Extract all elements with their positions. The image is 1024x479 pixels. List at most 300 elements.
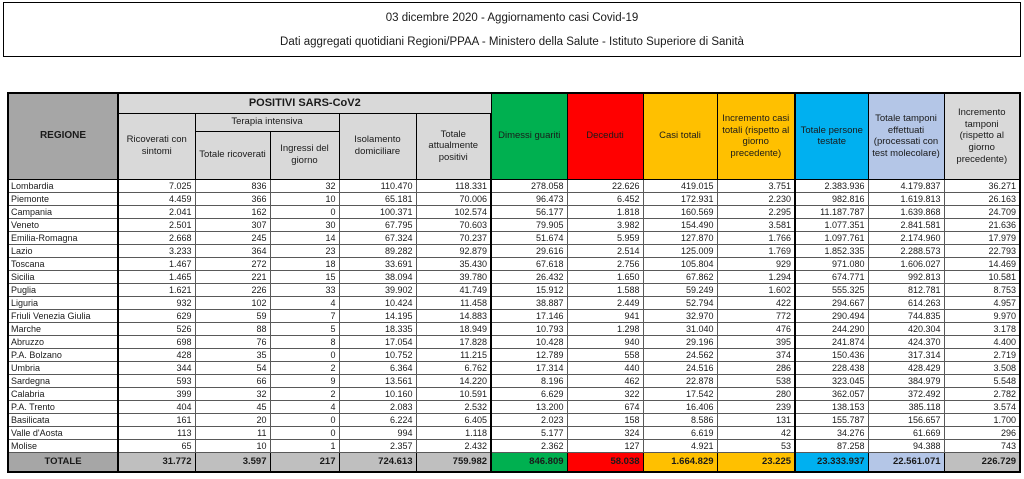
value-cell: 366: [195, 192, 270, 205]
value-cell: 29.616: [491, 244, 567, 257]
table-row: [8, 244, 1020, 257]
value-cell: 67.795: [339, 218, 416, 231]
value-cell: 674.771: [795, 270, 868, 283]
value-cell: 13.200: [491, 400, 567, 413]
value-cell: 1.621: [118, 283, 195, 296]
value-cell: 89.282: [339, 244, 416, 257]
value-cell: 364: [195, 244, 270, 257]
value-cell: 2.756: [567, 257, 643, 270]
report-title-line-1: 03 dicembre 2020 - Aggiornamento casi Covid-19: [385, 11, 639, 24]
value-cell: 2.501: [118, 218, 195, 231]
value-cell: 125.009: [643, 244, 717, 257]
table-row: [8, 322, 1020, 335]
total-ricoverati: 31.772: [118, 452, 195, 472]
value-cell: 30: [270, 218, 339, 231]
value-cell: 1.588: [567, 283, 643, 296]
value-cell: 102: [195, 296, 270, 309]
value-cell: 538: [717, 374, 795, 387]
value-cell: 150.436: [795, 348, 868, 361]
value-cell: 26.163: [944, 192, 1020, 205]
value-cell: 131: [717, 413, 795, 426]
report-title-line-2: Dati aggregati quotidiani Regioni/PPAA - Ministero della Salute - Istituto Superiore di Sanità: [280, 35, 744, 48]
column-header-tamponi-effettuati: Totale tamponi effettuati (processati con test molecolare): [868, 93, 944, 179]
value-cell: 59.249: [643, 283, 717, 296]
value-cell: 110.470: [339, 179, 416, 192]
value-cell: 22.878: [643, 374, 717, 387]
table-row: [8, 192, 1020, 205]
value-cell: 70.006: [416, 192, 491, 205]
value-cell: 14.469: [944, 257, 1020, 270]
value-cell: 9: [270, 374, 339, 387]
value-cell: 384.979: [868, 374, 944, 387]
region-name: Puglia: [8, 283, 118, 296]
region-name: Valle d'Aosta: [8, 426, 118, 439]
value-cell: 344: [118, 361, 195, 374]
value-cell: 1.602: [717, 283, 795, 296]
value-cell: 26.432: [491, 270, 567, 283]
value-cell: 154.490: [643, 218, 717, 231]
value-cell: 100.371: [339, 205, 416, 218]
column-group-positivi-sars-cov2: POSITIVI SARS-CoV2: [118, 93, 491, 113]
value-cell: 9.970: [944, 309, 1020, 322]
value-cell: 2.083: [339, 400, 416, 413]
value-cell: 0: [270, 426, 339, 439]
total-label: TOTALE: [8, 452, 118, 472]
value-cell: 155.787: [795, 413, 868, 426]
table-row: [8, 426, 1020, 439]
value-cell: 11.458: [416, 296, 491, 309]
value-cell: 17.054: [339, 335, 416, 348]
value-cell: 10.424: [339, 296, 416, 309]
value-cell: 374: [717, 348, 795, 361]
value-cell: 1.298: [567, 322, 643, 335]
region-name: Liguria: [8, 296, 118, 309]
value-cell: 2.023: [491, 413, 567, 426]
region-name: Sicilia: [8, 270, 118, 283]
value-cell: 6.224: [339, 413, 416, 426]
table-row: [8, 400, 1020, 413]
value-cell: 629: [118, 309, 195, 322]
value-cell: 53: [717, 439, 795, 452]
column-header-totale-attualmente-positivi: Totale attualmente positivi: [416, 113, 491, 179]
total-isolamento: 724.613: [339, 452, 416, 472]
value-cell: 32: [195, 387, 270, 400]
value-cell: 2.357: [339, 439, 416, 452]
value-cell: 22.626: [567, 179, 643, 192]
value-cell: 4.921: [643, 439, 717, 452]
value-cell: 476: [717, 322, 795, 335]
value-cell: 1.852.335: [795, 244, 868, 257]
value-cell: 322: [567, 387, 643, 400]
value-cell: 10.793: [491, 322, 567, 335]
value-cell: 0: [270, 205, 339, 218]
value-cell: 4: [270, 400, 339, 413]
value-cell: 54: [195, 361, 270, 374]
value-cell: 92.879: [416, 244, 491, 257]
value-cell: 2.532: [416, 400, 491, 413]
value-cell: 362.057: [795, 387, 868, 400]
value-cell: 290.494: [795, 309, 868, 322]
value-cell: 372.492: [868, 387, 944, 400]
value-cell: 162: [195, 205, 270, 218]
value-cell: 70.603: [416, 218, 491, 231]
value-cell: 172.931: [643, 192, 717, 205]
value-cell: 7: [270, 309, 339, 322]
value-cell: 29.196: [643, 335, 717, 348]
value-cell: 8.196: [491, 374, 567, 387]
total-dimessi-guariti: 846.809: [491, 452, 567, 472]
value-cell: 241.874: [795, 335, 868, 348]
value-cell: 10: [270, 192, 339, 205]
covid-data-table: [7, 92, 1021, 473]
value-cell: 14.195: [339, 309, 416, 322]
table-row: [8, 283, 1020, 296]
value-cell: 15: [270, 270, 339, 283]
column-header-totale-ricoverati: Totale ricoverati: [195, 131, 270, 179]
value-cell: 158: [567, 413, 643, 426]
value-cell: 23: [270, 244, 339, 257]
column-header-ricoverati-con-sintomi: Ricoverati con sintomi: [118, 113, 195, 179]
value-cell: 12.789: [491, 348, 567, 361]
value-cell: 33: [270, 283, 339, 296]
value-cell: 39.902: [339, 283, 416, 296]
value-cell: 18: [270, 257, 339, 270]
region-name: Sardegna: [8, 374, 118, 387]
value-cell: 836: [195, 179, 270, 192]
column-header-persone-testate: Totale persone testate: [795, 93, 868, 179]
value-cell: 20: [195, 413, 270, 426]
value-cell: 4.459: [118, 192, 195, 205]
value-cell: 1.077.351: [795, 218, 868, 231]
value-cell: 440: [567, 361, 643, 374]
value-cell: 10.581: [944, 270, 1020, 283]
value-cell: 395: [717, 335, 795, 348]
value-cell: 17.828: [416, 335, 491, 348]
value-cell: 428.429: [868, 361, 944, 374]
value-cell: 6.619: [643, 426, 717, 439]
value-cell: 59: [195, 309, 270, 322]
value-cell: 118.331: [416, 179, 491, 192]
value-cell: 8: [270, 335, 339, 348]
value-cell: 245: [195, 231, 270, 244]
total-tamponi-effettuati: 22.561.071: [868, 452, 944, 472]
table-row: [8, 413, 1020, 426]
value-cell: 428: [118, 348, 195, 361]
value-cell: 8.753: [944, 283, 1020, 296]
value-cell: 239: [717, 400, 795, 413]
total-attualmente-positivi: 759.982: [416, 452, 491, 472]
column-header-deceduti: Deceduti: [567, 93, 643, 179]
value-cell: 32: [270, 179, 339, 192]
value-cell: 21.636: [944, 218, 1020, 231]
value-cell: 105.804: [643, 257, 717, 270]
column-header-incremento-tamponi: Incremento tamponi (rispetto al giorno precedente): [944, 93, 1020, 179]
value-cell: 113: [118, 426, 195, 439]
table-row: [8, 309, 1020, 322]
region-name: P.A. Trento: [8, 400, 118, 413]
value-cell: 10.160: [339, 387, 416, 400]
value-cell: 2.230: [717, 192, 795, 205]
column-header-ingressi-del-giorno: Ingressi del giorno: [270, 131, 339, 179]
value-cell: 324: [567, 426, 643, 439]
value-cell: 2.449: [567, 296, 643, 309]
region-name: Piemonte: [8, 192, 118, 205]
value-cell: 11.187.787: [795, 205, 868, 218]
value-cell: 1.465: [118, 270, 195, 283]
value-cell: 45: [195, 400, 270, 413]
value-cell: 1.294: [717, 270, 795, 283]
value-cell: 1.769: [717, 244, 795, 257]
value-cell: 2.295: [717, 205, 795, 218]
value-cell: 2.668: [118, 231, 195, 244]
table-row: [8, 335, 1020, 348]
value-cell: 4.400: [944, 335, 1020, 348]
value-cell: 67.862: [643, 270, 717, 283]
value-cell: 17.979: [944, 231, 1020, 244]
table-row: [8, 296, 1020, 309]
value-cell: 286: [717, 361, 795, 374]
value-cell: 14.883: [416, 309, 491, 322]
value-cell: 1: [270, 439, 339, 452]
value-cell: 5.959: [567, 231, 643, 244]
value-cell: 102.574: [416, 205, 491, 218]
value-cell: 36.271: [944, 179, 1020, 192]
value-cell: 88: [195, 322, 270, 335]
value-cell: 5.548: [944, 374, 1020, 387]
value-cell: 674: [567, 400, 643, 413]
value-cell: 280: [717, 387, 795, 400]
value-cell: 3.178: [944, 322, 1020, 335]
value-cell: 70.237: [416, 231, 491, 244]
region-name: Basilicata: [8, 413, 118, 426]
table-row: [8, 179, 1020, 192]
value-cell: 1.619.813: [868, 192, 944, 205]
value-cell: 65: [118, 439, 195, 452]
report-title: [3, 2, 1021, 57]
value-cell: 11.215: [416, 348, 491, 361]
region-name: Campania: [8, 205, 118, 218]
value-cell: 555.325: [795, 283, 868, 296]
value-cell: 982.816: [795, 192, 868, 205]
value-cell: 96.473: [491, 192, 567, 205]
value-cell: 1.650: [567, 270, 643, 283]
table-row: [8, 231, 1020, 244]
value-cell: 35.430: [416, 257, 491, 270]
table-row: [8, 387, 1020, 400]
value-cell: 3.982: [567, 218, 643, 231]
value-cell: 593: [118, 374, 195, 387]
value-cell: 1.700: [944, 413, 1020, 426]
value-cell: 38.887: [491, 296, 567, 309]
value-cell: 0: [270, 348, 339, 361]
value-cell: 2.174.960: [868, 231, 944, 244]
value-cell: 2: [270, 387, 339, 400]
value-cell: 61.669: [868, 426, 944, 439]
total-deceduti: 58.038: [567, 452, 643, 472]
table-row: [8, 270, 1020, 283]
value-cell: 2.782: [944, 387, 1020, 400]
column-header-regione: REGIONE: [8, 93, 118, 179]
value-cell: 14.220: [416, 374, 491, 387]
value-cell: 10.428: [491, 335, 567, 348]
region-name: Emilia-Romagna: [8, 231, 118, 244]
value-cell: 278.058: [491, 179, 567, 192]
value-cell: 6.629: [491, 387, 567, 400]
value-cell: 1.118: [416, 426, 491, 439]
value-cell: 10.752: [339, 348, 416, 361]
value-cell: 160.569: [643, 205, 717, 218]
value-cell: 33.691: [339, 257, 416, 270]
value-cell: 3.233: [118, 244, 195, 257]
region-name: Friuli Venezia Giulia: [8, 309, 118, 322]
value-cell: 317.314: [868, 348, 944, 361]
value-cell: 2.841.581: [868, 218, 944, 231]
value-cell: 32.970: [643, 309, 717, 322]
total-incremento-tamponi: 226.729: [944, 452, 1020, 472]
column-header-isolamento-domiciliare: Isolamento domiciliare: [339, 113, 416, 179]
value-cell: 526: [118, 322, 195, 335]
value-cell: 3.751: [717, 179, 795, 192]
value-cell: 67.618: [491, 257, 567, 270]
value-cell: 15.912: [491, 283, 567, 296]
value-cell: 2.432: [416, 439, 491, 452]
region-name: Lazio: [8, 244, 118, 257]
value-cell: 7.025: [118, 179, 195, 192]
value-cell: 698: [118, 335, 195, 348]
value-cell: 66: [195, 374, 270, 387]
value-cell: 161: [118, 413, 195, 426]
value-cell: 11: [195, 426, 270, 439]
total-ingressi-giorno: 217: [270, 452, 339, 472]
value-cell: 1.606.027: [868, 257, 944, 270]
value-cell: 94.388: [868, 439, 944, 452]
region-name: Calabria: [8, 387, 118, 400]
value-cell: 67.324: [339, 231, 416, 244]
value-cell: 4.179.837: [868, 179, 944, 192]
value-cell: 743: [944, 439, 1020, 452]
value-cell: 17.314: [491, 361, 567, 374]
value-cell: 994: [339, 426, 416, 439]
table-row: [8, 348, 1020, 361]
value-cell: 18.335: [339, 322, 416, 335]
region-name: Veneto: [8, 218, 118, 231]
value-cell: 22.793: [944, 244, 1020, 257]
total-casi-totali: 1.664.829: [643, 452, 717, 472]
value-cell: 2.362: [491, 439, 567, 452]
value-cell: 17.542: [643, 387, 717, 400]
value-cell: 744.835: [868, 309, 944, 322]
value-cell: 31.040: [643, 322, 717, 335]
total-row: [8, 452, 1020, 472]
value-cell: 6.364: [339, 361, 416, 374]
region-name: Lombardia: [8, 179, 118, 192]
value-cell: 6.405: [416, 413, 491, 426]
value-cell: 17.146: [491, 309, 567, 322]
total-terapia-intensiva: 3.597: [195, 452, 270, 472]
value-cell: 18.949: [416, 322, 491, 335]
table-row: [8, 361, 1020, 374]
table-row: [8, 257, 1020, 270]
value-cell: 4.957: [944, 296, 1020, 309]
value-cell: 422: [717, 296, 795, 309]
value-cell: 16.406: [643, 400, 717, 413]
value-cell: 2: [270, 361, 339, 374]
value-cell: 385.118: [868, 400, 944, 413]
value-cell: 65.181: [339, 192, 416, 205]
value-cell: 6.452: [567, 192, 643, 205]
value-cell: 127.870: [643, 231, 717, 244]
value-cell: 1.818: [567, 205, 643, 218]
value-cell: 3.508: [944, 361, 1020, 374]
value-cell: 296: [944, 426, 1020, 439]
value-cell: 24.709: [944, 205, 1020, 218]
value-cell: 424.370: [868, 335, 944, 348]
column-group-terapia-intensiva: Terapia intensiva: [195, 113, 339, 131]
value-cell: 2.514: [567, 244, 643, 257]
value-cell: 226: [195, 283, 270, 296]
value-cell: 51.674: [491, 231, 567, 244]
value-cell: 307: [195, 218, 270, 231]
value-cell: 0: [270, 413, 339, 426]
value-cell: 10: [195, 439, 270, 452]
value-cell: 34.276: [795, 426, 868, 439]
value-cell: 38.094: [339, 270, 416, 283]
value-cell: 1.097.761: [795, 231, 868, 244]
value-cell: 1.766: [717, 231, 795, 244]
table-row: [8, 374, 1020, 387]
table-row: [8, 205, 1020, 218]
value-cell: 419.015: [643, 179, 717, 192]
value-cell: 971.080: [795, 257, 868, 270]
region-name: Toscana: [8, 257, 118, 270]
value-cell: 6.762: [416, 361, 491, 374]
value-cell: 404: [118, 400, 195, 413]
value-cell: 156.657: [868, 413, 944, 426]
value-cell: 940: [567, 335, 643, 348]
value-cell: 39.780: [416, 270, 491, 283]
value-cell: 35: [195, 348, 270, 361]
value-cell: 228.438: [795, 361, 868, 374]
value-cell: 3.574: [944, 400, 1020, 413]
value-cell: 2.719: [944, 348, 1020, 361]
value-cell: 929: [717, 257, 795, 270]
column-header-casi-totali: Casi totali: [643, 93, 717, 179]
value-cell: 420.304: [868, 322, 944, 335]
value-cell: 13.561: [339, 374, 416, 387]
value-cell: 56.177: [491, 205, 567, 218]
value-cell: 52.794: [643, 296, 717, 309]
value-cell: 2.288.573: [868, 244, 944, 257]
value-cell: 772: [717, 309, 795, 322]
table-row: [8, 218, 1020, 231]
value-cell: 323.045: [795, 374, 868, 387]
value-cell: 294.667: [795, 296, 868, 309]
region-name: Umbria: [8, 361, 118, 374]
value-cell: 41.749: [416, 283, 491, 296]
value-cell: 399: [118, 387, 195, 400]
value-cell: 1.639.868: [868, 205, 944, 218]
column-header-incremento-casi: Incremento casi totali (rispetto al giorno precedente): [717, 93, 795, 179]
value-cell: 127: [567, 439, 643, 452]
value-cell: 2.041: [118, 205, 195, 218]
value-cell: 24.516: [643, 361, 717, 374]
value-cell: 941: [567, 309, 643, 322]
value-cell: 138.153: [795, 400, 868, 413]
value-cell: 14: [270, 231, 339, 244]
value-cell: 558: [567, 348, 643, 361]
value-cell: 79.905: [491, 218, 567, 231]
total-persone-testate: 23.333.937: [795, 452, 868, 472]
